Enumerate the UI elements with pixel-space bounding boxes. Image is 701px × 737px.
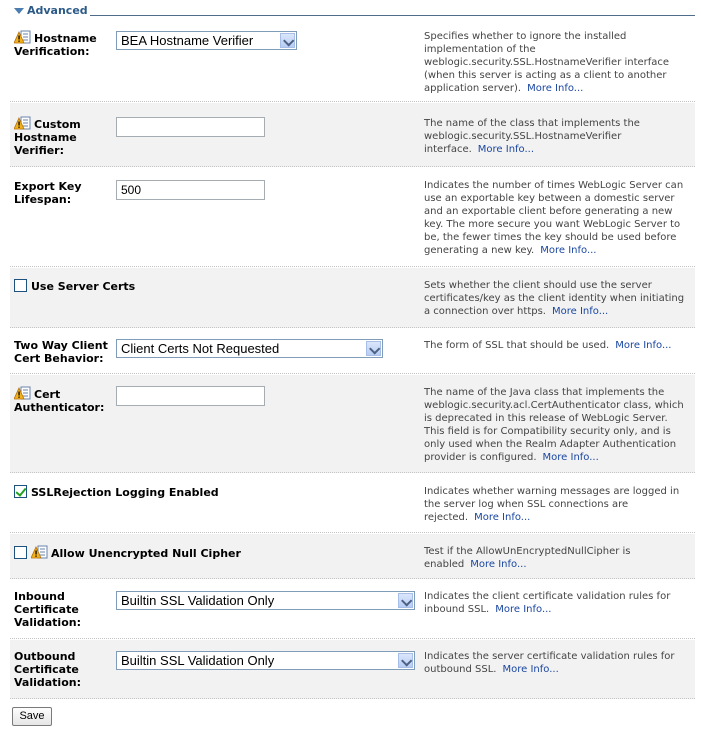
more-info-link[interactable]: More Info...: [540, 245, 597, 256]
two-way-client-cert-label: Two Way Client Cert Behavior:: [14, 339, 108, 365]
inbound-cert-validation-selected: Builtin SSL Validation Only: [121, 593, 275, 608]
allow-null-cipher-checkbox[interactable]: [14, 546, 27, 559]
outbound-cert-validation-label: Outbound Certificate Validation:: [14, 650, 81, 689]
advanced-section-toggle[interactable]: [14, 4, 90, 17]
use-server-certs-help: Sets whether the client should use the server certificates/key as the client identity when initiating a connection over https. More Info...: [424, 280, 685, 317]
row-ssl-rejection-logging: [10, 474, 695, 533]
more-info-link[interactable]: More Info...: [551, 306, 609, 317]
hostname-verification-select[interactable]: [116, 31, 297, 50]
more-info-link[interactable]: More Info...: [615, 340, 672, 351]
export-key-lifespan-help: Indicates the number of times WebLogic Server can use an exportable key between a domestic server and an exportable client before generating a new key. The more secure you want WebLogic Server to be, the fewer times the key should be used before generating a new key. More Info...: [424, 180, 684, 256]
inbound-cert-validation-select[interactable]: [116, 591, 415, 610]
outbound-cert-validation-selected: Builtin SSL Validation Only: [121, 653, 275, 668]
hostname-verification-selected: BEA Hostname Verifier: [121, 33, 254, 48]
more-info-link[interactable]: More Info...: [495, 604, 552, 615]
cert-authenticator-input[interactable]: [116, 386, 265, 406]
dropdown-arrow-icon[interactable]: [280, 33, 295, 48]
use-server-certs-label: Use Server Certs: [14, 279, 135, 293]
more-info-link[interactable]: More Info...: [502, 664, 559, 675]
outbound-cert-validation-help: Indicates the server certificate validation rules for outbound SSL. More Info...: [424, 651, 675, 675]
more-info-link[interactable]: More Info...: [474, 512, 531, 523]
outbound-cert-validation-select[interactable]: [116, 651, 415, 670]
cert-authenticator-label: Cert Authenticator:: [14, 388, 105, 414]
ssl-rejection-logging-help: Indicates whether warning messages are logged in the server log when SSL connections are rejected. More Info...: [424, 486, 680, 523]
expand-triangle-icon: [14, 8, 24, 14]
row-hostname-verification: [10, 20, 695, 102]
more-info-link[interactable]: More Info...: [470, 559, 527, 570]
warning-icon: [31, 545, 48, 559]
dropdown-arrow-icon[interactable]: [398, 653, 413, 668]
custom-hostname-verifier-label: Custom Hostname Verifier:: [14, 118, 81, 157]
row-two-way-client-cert: [10, 329, 695, 374]
row-use-server-certs: [10, 268, 695, 328]
row-inbound-cert-validation: [10, 580, 695, 639]
two-way-client-cert-select[interactable]: [116, 339, 383, 358]
more-info-link[interactable]: More Info...: [542, 452, 599, 463]
row-cert-authenticator: [10, 375, 695, 473]
row-export-key-lifespan: [10, 168, 695, 267]
use-server-certs-checkbox[interactable]: [14, 279, 27, 292]
row-outbound-cert-validation: [10, 640, 695, 699]
hostname-verification-label: Hostname Verification:: [14, 32, 97, 58]
two-way-client-cert-help: The form of SSL that should be used. More Info...: [424, 340, 672, 351]
cert-authenticator-help: The name of the Java class that implements the weblogic.security.acl.CertAuthenticator class, which is deprecated in this release of WebLogic Server. This field is for Compatibility security only, and is only used when the Realm Adapter Authentication provider is configured. More Info...: [424, 387, 684, 463]
hostname-verification-help: Specifies whether to ignore the installed implementation of the weblogic.security.SSL.HostnameVerifier interface (when this server is acting as a client to another application server). More Info...: [424, 31, 670, 94]
dropdown-arrow-icon[interactable]: [366, 341, 381, 356]
dropdown-arrow-icon[interactable]: [398, 593, 413, 608]
two-way-client-cert-selected: Client Certs Not Requested: [121, 341, 280, 356]
warning-icon: [14, 116, 31, 130]
allow-null-cipher-help: Test if the AllowUnEncryptedNullCipher is enabled More Info...: [424, 546, 631, 570]
warning-icon: [14, 30, 31, 44]
ssl-rejection-logging-checkbox[interactable]: [14, 485, 27, 498]
allow-null-cipher-label: Allow Unencrypted Null Cipher: [14, 545, 241, 560]
export-key-lifespan-input[interactable]: [116, 180, 265, 200]
row-allow-null-cipher: [10, 534, 695, 579]
save-button[interactable]: Save: [12, 707, 52, 726]
custom-hostname-verifier-help: The name of the class that implements the weblogic.security.SSL.HostnameVerifier interface. More Info...: [424, 118, 640, 155]
more-info-link[interactable]: More Info...: [477, 144, 535, 155]
inbound-cert-validation-label: Inbound Certificate Validation:: [14, 590, 81, 629]
ssl-rejection-logging-label: SSLRejection Logging Enabled: [14, 485, 219, 499]
section-title: Advanced: [27, 4, 88, 17]
custom-hostname-verifier-input[interactable]: [116, 117, 265, 137]
row-custom-hostname-verifier: [10, 103, 695, 167]
warning-icon: [14, 386, 31, 400]
more-info-link[interactable]: More Info...: [527, 83, 584, 94]
inbound-cert-validation-help: Indicates the client certificate validation rules for inbound SSL. More Info...: [424, 591, 671, 615]
export-key-lifespan-label: Export Key Lifespan:: [14, 180, 82, 206]
advanced-section-header: [14, 2, 695, 16]
